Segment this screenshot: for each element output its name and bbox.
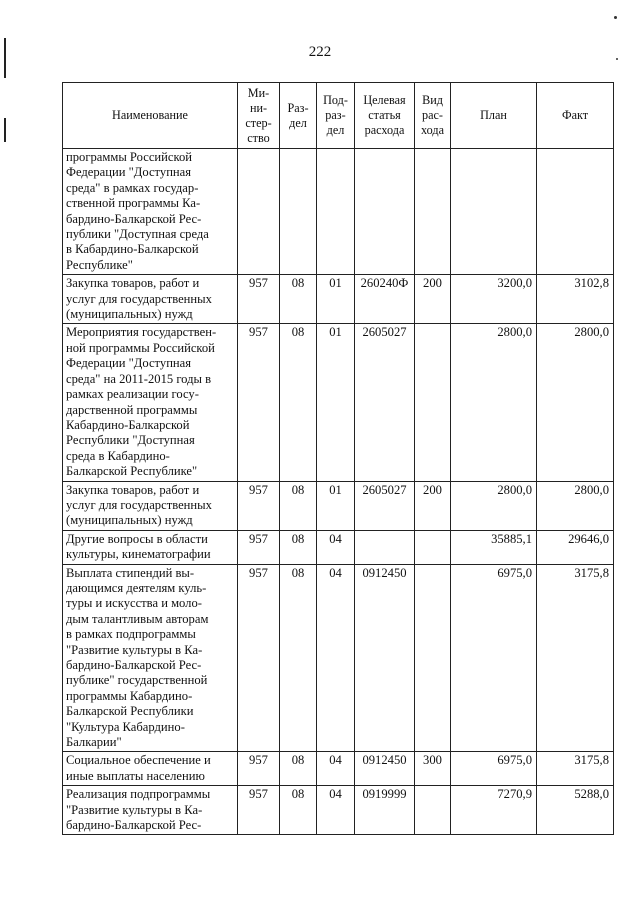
cell-section: 08 bbox=[280, 275, 317, 324]
cell-ministry: 957 bbox=[238, 752, 280, 786]
cell-ministry: 957 bbox=[238, 324, 280, 481]
header-fact: Факт bbox=[537, 83, 614, 149]
cell-target: 260240Ф bbox=[355, 275, 415, 324]
cell-subsection: 01 bbox=[317, 275, 355, 324]
cell-target bbox=[355, 530, 415, 564]
cell-fact: 29646,0 bbox=[537, 530, 614, 564]
table-row bbox=[63, 275, 614, 324]
cell-plan: 2800,0 bbox=[451, 481, 537, 530]
cell-ministry: 957 bbox=[238, 530, 280, 564]
cell-section: 08 bbox=[280, 786, 317, 835]
cell-name: Другие вопросы в области культуры, кинематографии bbox=[63, 530, 238, 564]
cell-target: 0912450 bbox=[355, 752, 415, 786]
cell-expense-type bbox=[415, 149, 451, 275]
cell-plan: 2800,0 bbox=[451, 324, 537, 481]
cell-subsection bbox=[317, 149, 355, 275]
header-section: Раз- дел bbox=[280, 83, 317, 149]
budget-table bbox=[62, 82, 614, 835]
cell-name: Закупка товаров, работ и услуг для государственных (муниципальных) нужд bbox=[63, 275, 238, 324]
cell-section: 08 bbox=[280, 324, 317, 481]
cell-expense-type: 200 bbox=[415, 275, 451, 324]
cell-name: программы Российской Федерации "Доступная среда" в рамках государ- ственной программы Ка- бардино-Балкарской Рес- публики "Доступная среда в Кабардино-Балкарской Республике" bbox=[63, 149, 238, 275]
table-row bbox=[63, 530, 614, 564]
header-name: Наименование bbox=[63, 83, 238, 149]
header-plan: План bbox=[451, 83, 537, 149]
header-expense-type: Вид рас- хода bbox=[415, 83, 451, 149]
table-row bbox=[63, 786, 614, 835]
cell-expense-type bbox=[415, 324, 451, 481]
cell-section: 08 bbox=[280, 752, 317, 786]
cell-subsection: 01 bbox=[317, 481, 355, 530]
cell-name: Закупка товаров, работ и услуг для государственных (муниципальных) нужд bbox=[63, 481, 238, 530]
cell-plan: 3200,0 bbox=[451, 275, 537, 324]
cell-subsection: 01 bbox=[317, 324, 355, 481]
cell-section bbox=[280, 149, 317, 275]
cell-ministry: 957 bbox=[238, 481, 280, 530]
cell-expense-type: 300 bbox=[415, 752, 451, 786]
cell-fact: 3175,8 bbox=[537, 564, 614, 752]
cell-name: Мероприятия государствен- ной программы Российской Федерации "Доступная среда" на 2011-2015 годы в рамках реализации госу- дарственной программы Кабардино-Балкарской Республики "Доступная среда в Кабардино- Балкарской Республике" bbox=[63, 324, 238, 481]
cell-section: 08 bbox=[280, 481, 317, 530]
cell-fact: 3102,8 bbox=[537, 275, 614, 324]
scan-margin-mark bbox=[4, 118, 6, 142]
header-subsection: Под- раз- дел bbox=[317, 83, 355, 149]
cell-fact: 5288,0 bbox=[537, 786, 614, 835]
cell-section: 08 bbox=[280, 530, 317, 564]
cell-fact bbox=[537, 149, 614, 275]
cell-plan: 7270,9 bbox=[451, 786, 537, 835]
cell-plan: 6975,0 bbox=[451, 752, 537, 786]
table-header-row bbox=[63, 83, 614, 149]
cell-ministry bbox=[238, 149, 280, 275]
cell-target bbox=[355, 149, 415, 275]
page-number: 222 bbox=[308, 44, 332, 60]
cell-ministry: 957 bbox=[238, 564, 280, 752]
cell-expense-type bbox=[415, 564, 451, 752]
table-row bbox=[63, 564, 614, 752]
cell-expense-type bbox=[415, 530, 451, 564]
cell-target: 2605027 bbox=[355, 481, 415, 530]
cell-name: Выплата стипендий вы- дающимся деятелям куль- туры и искусства и моло- дым талантливым авторам в рамках подпрограммы "Развитие культуры в Ка- бардино-Балкарской Рес- публике" государственной программы Кабардино- Балкарской Республики "Культура Кабардино- Балкарии" bbox=[63, 564, 238, 752]
table-row bbox=[63, 481, 614, 530]
table-row bbox=[63, 752, 614, 786]
scan-speck bbox=[614, 16, 617, 19]
cell-plan: 6975,0 bbox=[451, 564, 537, 752]
cell-ministry: 957 bbox=[238, 786, 280, 835]
header-ministry: Ми- ни- стер- ство bbox=[238, 83, 280, 149]
scan-speck bbox=[616, 58, 618, 60]
cell-section: 08 bbox=[280, 564, 317, 752]
cell-subsection: 04 bbox=[317, 786, 355, 835]
cell-fact: 2800,0 bbox=[537, 481, 614, 530]
cell-fact: 2800,0 bbox=[537, 324, 614, 481]
scan-margin-mark bbox=[4, 38, 6, 78]
cell-ministry: 957 bbox=[238, 275, 280, 324]
cell-name: Социальное обеспечение и иные выплаты населению bbox=[63, 752, 238, 786]
cell-plan bbox=[451, 149, 537, 275]
cell-subsection: 04 bbox=[317, 530, 355, 564]
cell-name: Реализация подпрограммы "Развитие культуры в Ка- бардино-Балкарской Рес- bbox=[63, 786, 238, 835]
cell-target: 2605027 bbox=[355, 324, 415, 481]
cell-plan: 35885,1 bbox=[451, 530, 537, 564]
table-row bbox=[63, 324, 614, 481]
cell-subsection: 04 bbox=[317, 564, 355, 752]
cell-target: 0912450 bbox=[355, 564, 415, 752]
cell-expense-type: 200 bbox=[415, 481, 451, 530]
table-row bbox=[63, 149, 614, 275]
cell-target: 0919999 bbox=[355, 786, 415, 835]
cell-subsection: 04 bbox=[317, 752, 355, 786]
cell-fact: 3175,8 bbox=[537, 752, 614, 786]
cell-expense-type bbox=[415, 786, 451, 835]
header-target: Целевая статья расхода bbox=[355, 83, 415, 149]
